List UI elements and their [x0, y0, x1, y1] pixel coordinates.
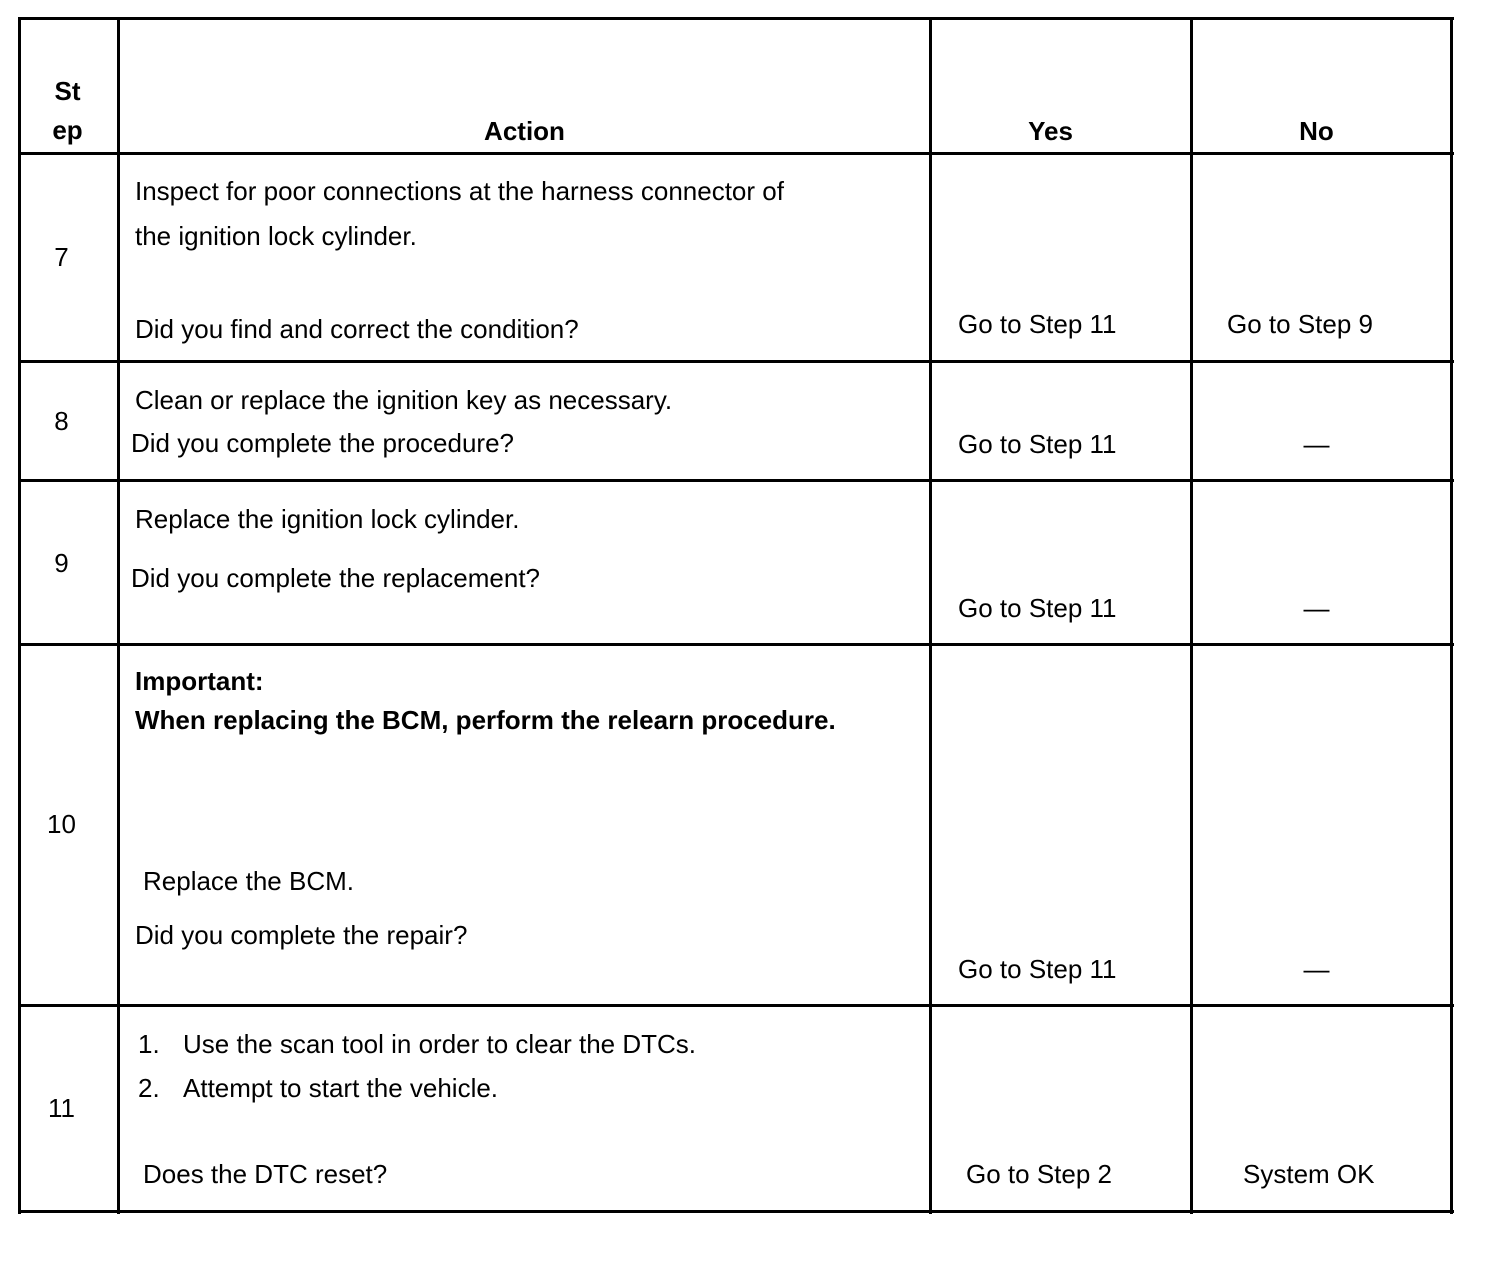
action-question: Does the DTC reset?: [143, 1159, 388, 1189]
step-number: 10: [47, 809, 76, 839]
list-item-text: Use the scan tool in order to clear the DTCs.: [183, 1029, 697, 1059]
list-item-text: Attempt to start the vehicle.: [183, 1073, 499, 1103]
action-text: Replace the BCM.: [143, 866, 354, 896]
no-result: —: [1303, 954, 1330, 984]
step-number: 8: [54, 406, 69, 436]
no-result: System OK: [1243, 1159, 1375, 1189]
table-border-right: [1450, 17, 1453, 1214]
action-question: Did you complete the procedure?: [131, 428, 515, 458]
table-border-bottom: [18, 1210, 1454, 1213]
important-label: Important:: [135, 666, 264, 696]
important-text: When replacing the BCM, perform the relearn procedure.: [135, 705, 836, 735]
action-text: Replace the ignition lock cylinder.: [135, 504, 520, 534]
list-item-number: 2.: [138, 1073, 160, 1103]
action-question: Did you complete the replacement?: [131, 563, 541, 593]
column-divider: [117, 17, 120, 1214]
header-step-line1: St: [54, 76, 81, 106]
yes-result: Go to Step 2: [966, 1159, 1112, 1189]
header-no: No: [1299, 116, 1334, 146]
row-divider: [18, 360, 1454, 363]
column-divider: [929, 17, 932, 1214]
row-divider: [18, 1004, 1454, 1007]
yes-result: Go to Step 11: [958, 429, 1117, 459]
header-step: [18, 76, 117, 145]
step-number: 7: [54, 242, 69, 272]
table-border-top: [18, 17, 1454, 20]
action-text: Inspect for poor connections at the harness connector of: [135, 176, 784, 206]
step-number: 9: [54, 548, 69, 578]
header-yes: Yes: [1028, 116, 1073, 146]
list-item-number: 1.: [138, 1029, 160, 1059]
no-result: —: [1303, 429, 1330, 459]
action-text: Clean or replace the ignition key as necessary.: [135, 385, 673, 415]
header-divider: [18, 152, 1454, 155]
row-divider: [18, 643, 1454, 646]
table-border-left: [18, 17, 21, 1214]
header-step-line2: ep: [52, 115, 83, 145]
action-question: Did you find and correct the condition?: [135, 314, 579, 344]
action-question: Did you complete the repair?: [135, 920, 468, 950]
no-result: Go to Step 9: [1227, 309, 1373, 339]
row-divider: [18, 479, 1454, 482]
diagnostic-table: [18, 17, 1454, 1214]
action-text: the ignition lock cylinder.: [135, 221, 417, 251]
header-action: Action: [484, 116, 565, 146]
no-result: —: [1303, 593, 1330, 623]
yes-result: Go to Step 11: [958, 954, 1117, 984]
yes-result: Go to Step 11: [958, 593, 1117, 623]
step-number: 11: [48, 1093, 75, 1123]
yes-result: Go to Step 11: [958, 309, 1117, 339]
